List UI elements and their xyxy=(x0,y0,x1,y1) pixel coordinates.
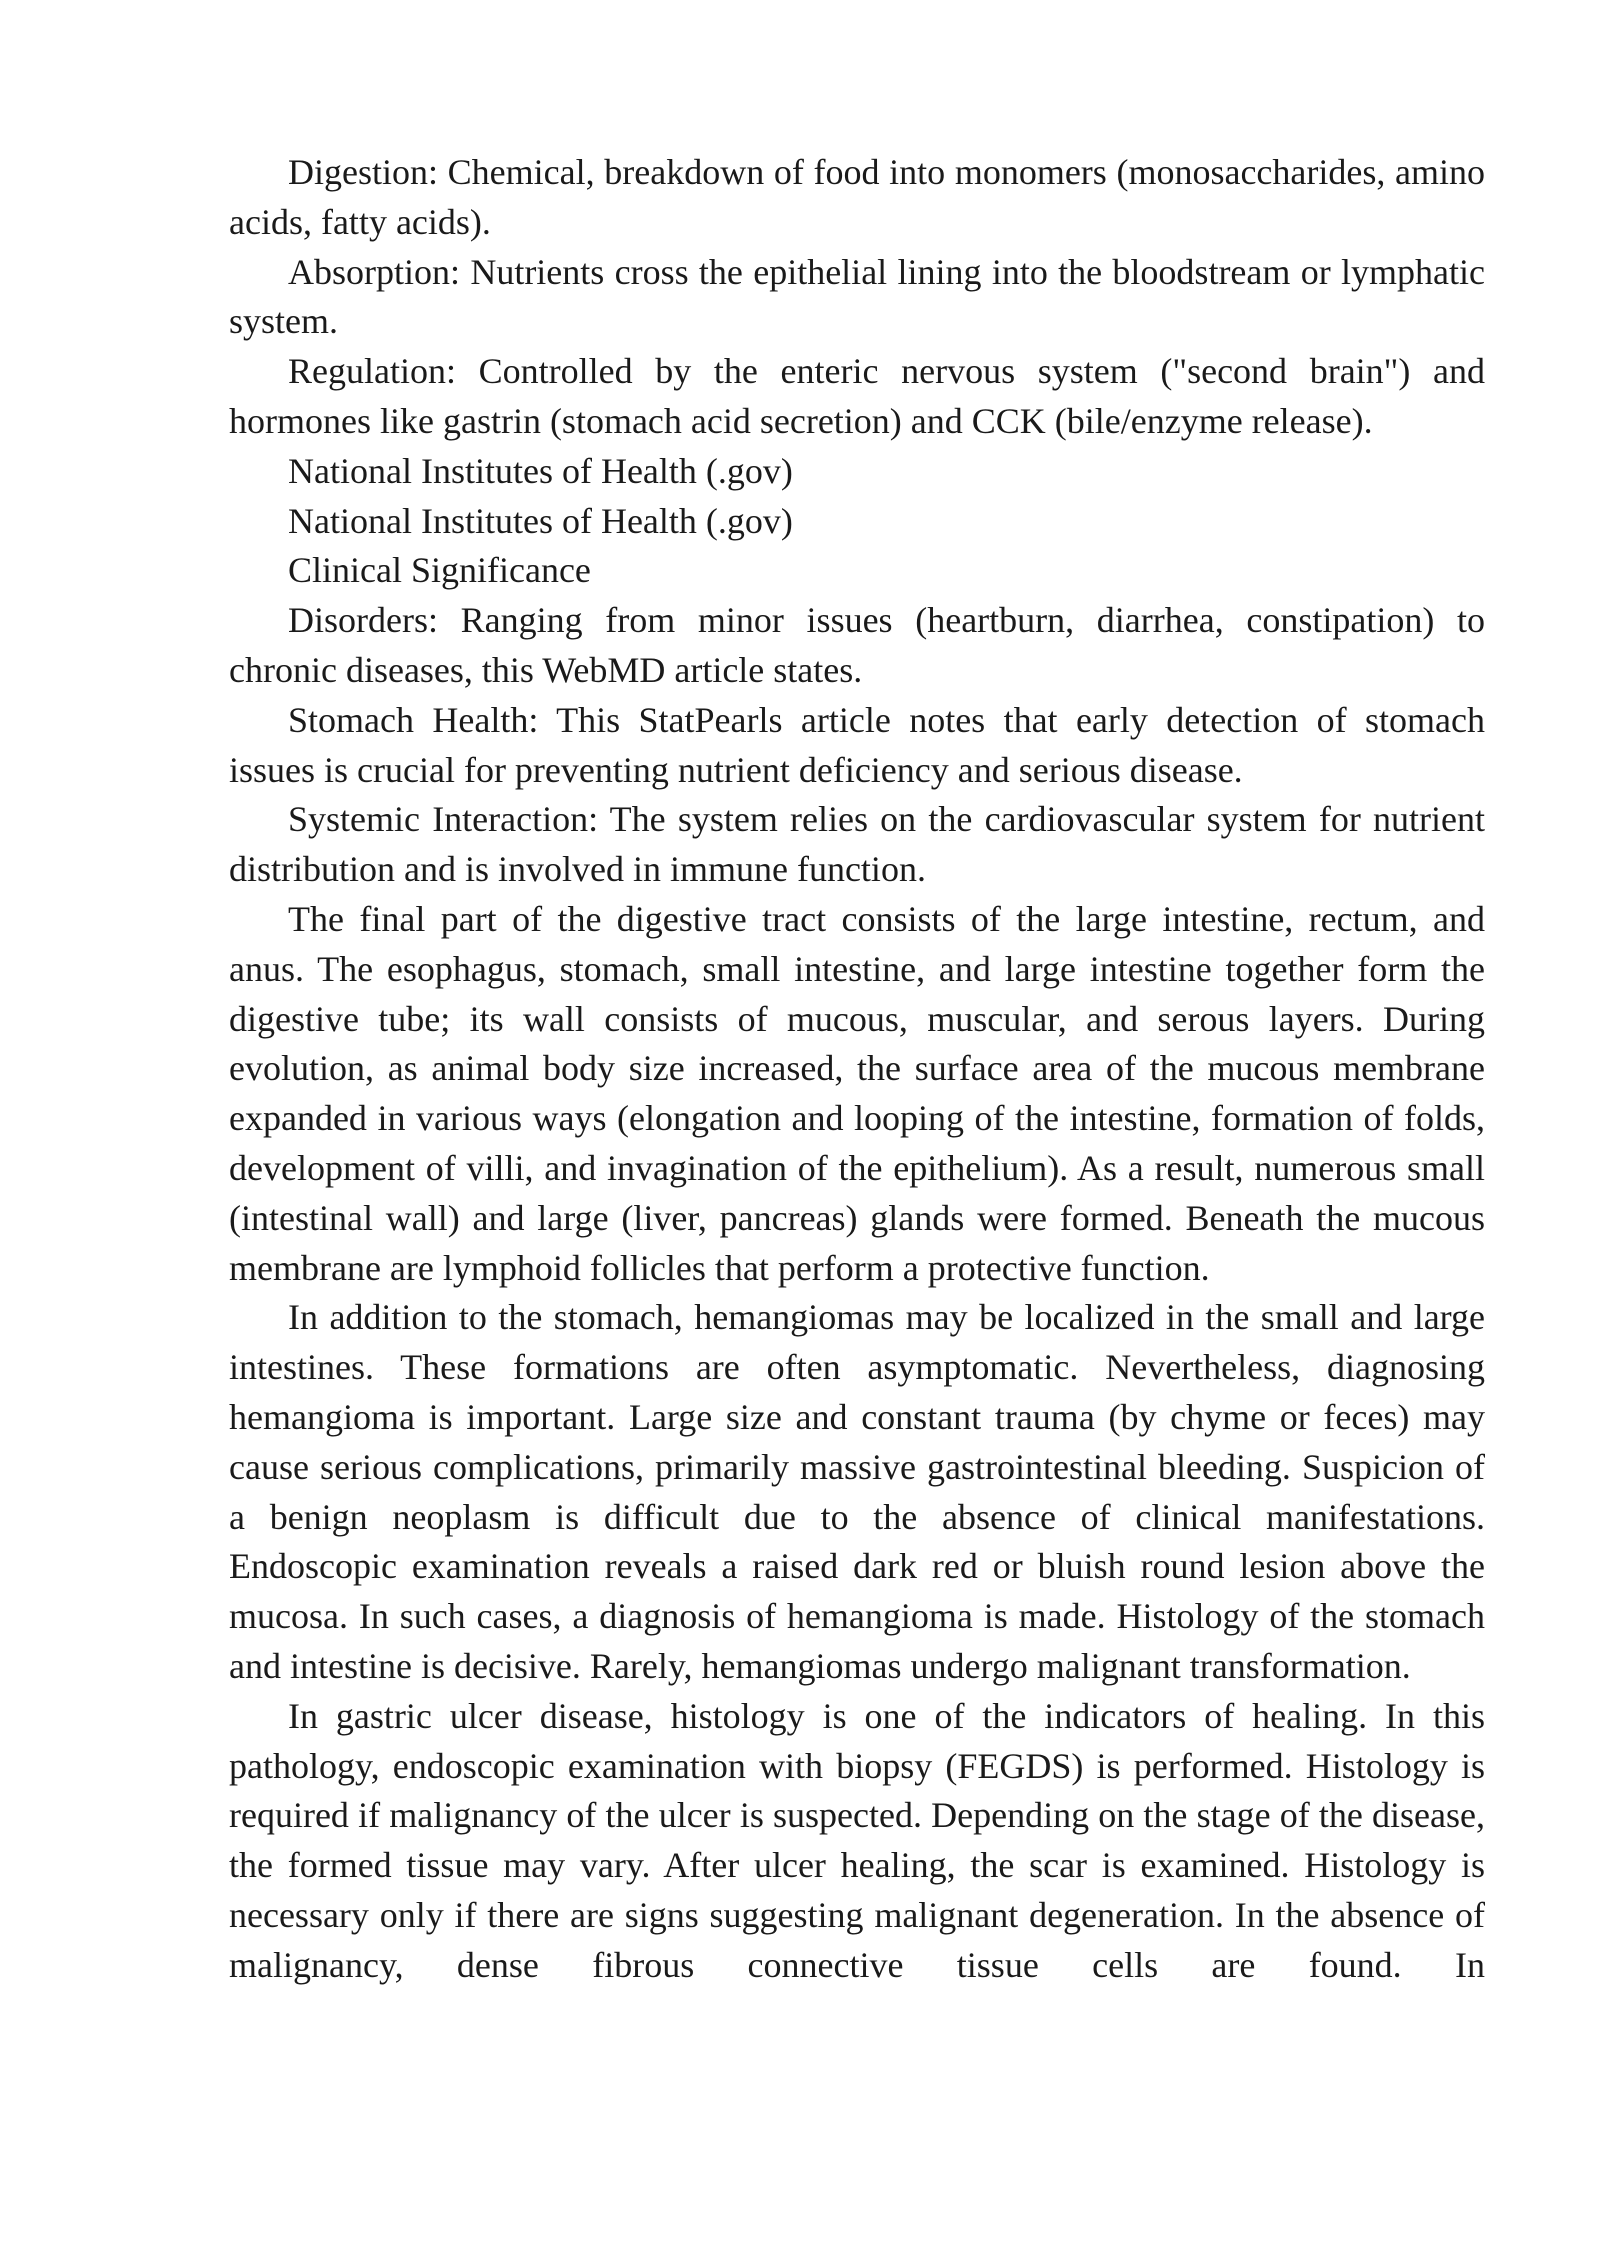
section-heading-clinical-significance: Clinical Significance xyxy=(288,550,591,591)
paragraph-disorders: Disorders: Ranging from minor issues (heartburn, diarrhea, constipation) to chronic diseases, this WebMD article states. xyxy=(229,600,1485,690)
paragraph-digestive-tract: The final part of the digestive tract consists of the large intestine, rectum, and anus. The esophagus, stomach, small intestine, and large intestine together form the digestive tube; its wall consists of mucous, muscular, and serous layers. During evolution, as animal body size increased, the surface area of the mucous membrane expanded in various ways (elongation and looping of the intestine, formation of folds, development of villi, and invagination of the epithelium). As a result, numerous small (intestinal wall) and large (liver, pancreas) glands were formed. Beneath the mucous membrane are lymphoid follicles that perform a protective function. xyxy=(229,898,1485,1288)
paragraph-hemangiomas: In addition to the stomach, hemangiomas may be localized in the small and large intestines. These formations are often asymptomatic. Nevertheless, diagnosing hemangioma is important. Large size and constant trauma (by chyme or feces) may cause serious complications, primarily massive gastrointestinal bleeding. Suspicion of a benign neoplasm is difficult due to the absence of clinical manifestations. Endoscopic examination reveals a raised dark red or bluish round lesion above the mucosa. In such cases, a diagnosis of hemangioma is made. Histology of the stomach and intestine is decisive. Rarely, hemangiomas undergo malignant transformation. xyxy=(229,1297,1485,1686)
paragraph-systemic-interaction: Systemic Interaction: The system relies on the cardiovascular system for nutrient distribution and is involved in immune function. xyxy=(229,799,1485,890)
paragraph-source-nih-2: National Institutes of Health (.gov) xyxy=(288,500,793,541)
paragraph-gastric-ulcer: In gastric ulcer disease, histology is one of the indicators of healing. In this pathology, endoscopic examination with biopsy (FEGDS) is performed. Histology is required if malignancy of the ulcer is suspected. Depending on the stage of the disease, the formed tissue may vary. After ulcer healing, the scar is examined. Histology is necessary only if there are signs suggesting malignant degeneration. In the absence of malignancy, dense fibrous connective tissue cells are found. In xyxy=(229,1695,1485,1985)
paragraph-absorption: Absorption: Nutrients cross the epithelial lining into the bloodstream or lymphatic system. xyxy=(229,251,1485,342)
paragraph-stomach-health: Stomach Health: This StatPearls article notes that early detection of stomach issues is crucial for preventing nutrient deficiency and serious disease. xyxy=(229,699,1485,790)
paragraph-source-nih-1: National Institutes of Health (.gov) xyxy=(288,450,793,491)
body-text xyxy=(229,148,1485,1990)
paragraph-regulation: Regulation: Controlled by the enteric nervous system ("second brain") and hormones like gastrin (stomach acid secretion) and CCK (bile/enzyme release). xyxy=(229,351,1485,441)
paragraph-digestion: Digestion: Chemical, breakdown of food into monomers (monosaccharides, amino acids, fatty acids). xyxy=(229,152,1485,242)
